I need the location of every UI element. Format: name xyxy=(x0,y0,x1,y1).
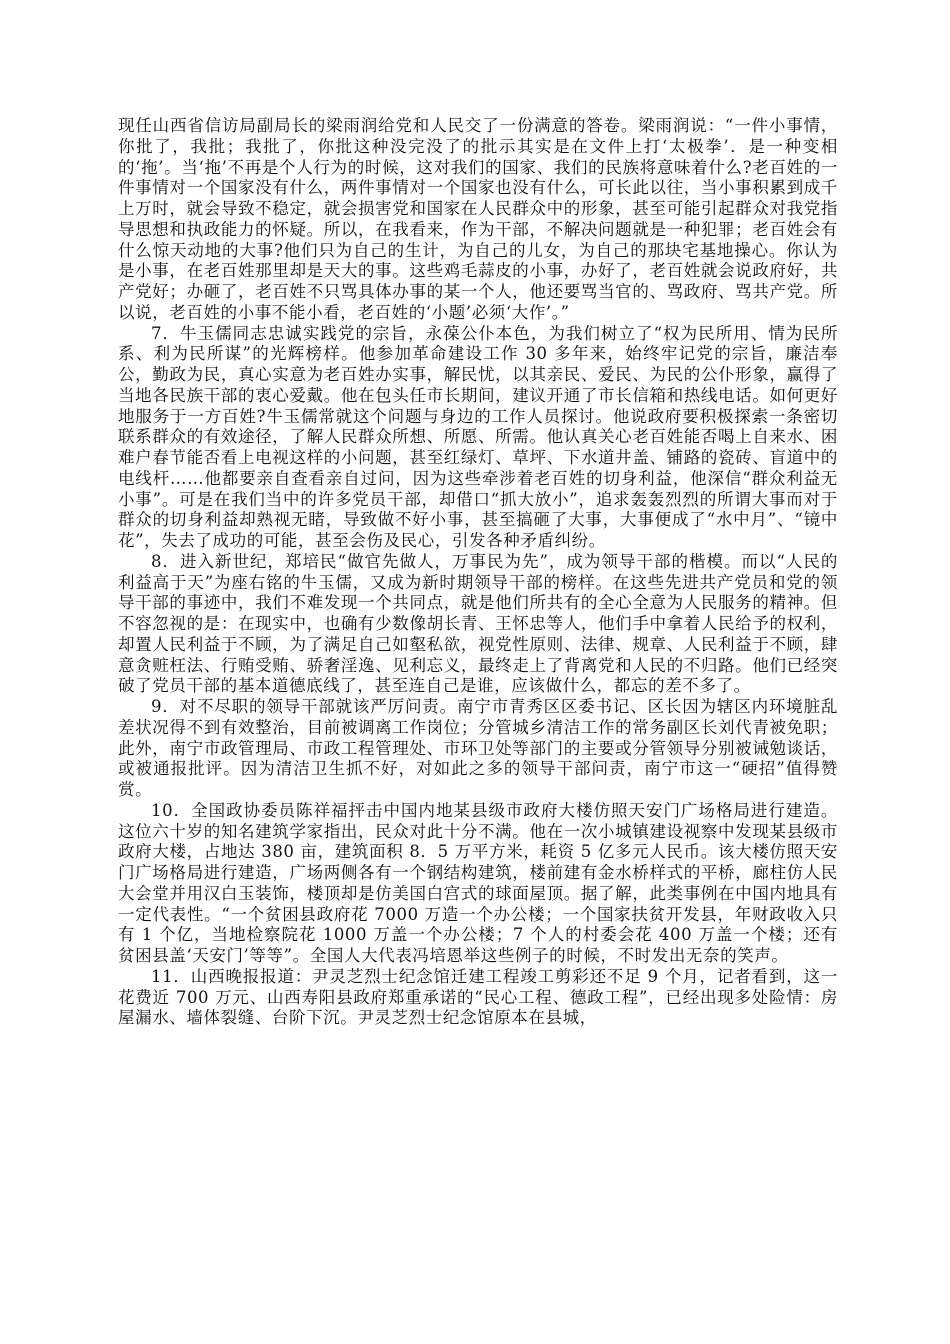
paragraph-7-niu-yuru: 7．牛玉儒同志忠诚实践党的宗旨，永葆公仆本色，为我们树立了“权为民所用、情为民所系、利为民所谋”的光辉榜样。他参加革命建设工作 30 多年来，始终牢记党的宗旨，廉洁奉公，勤政为民，真心实意为老百姓办实事，解民忧，以其亲民、爱民、为民的公仆形象，赢得了当地各民族干部的衷心爱戴。他在包头任市长期间，建议开通了市长信箱和热线电话。如何更好地服务于一方百姓?牛玉儒常就这个问题与身边的工作人员探讨。他说政府要积极探索一条密切联系群众的有效途径，了解人民群众所想、所愿、所需。他认真关心老百姓能否喝上自来水、困难户春节能否看上电视这样的小问题，甚至红绿灯、草坪、下水道井盖、铺路的瓷砖、盲道中的电线杆……他都要亲自查看亲自过问，因为这些牵涉着老百姓的切身利益，他深信“群众利益无小事”。可是在我们当中的许多党员干部，却借口“抓大放小”，追求轰轰烈烈的所谓大事而对于群众的切身利益却熟视无睹，导致做不好小事，甚至搞砸了大事，大事便成了“水中月”、“镜中花”，失去了成功的可能，甚至会伤及民心，引发各种矛盾纠纷。 xyxy=(118,323,838,550)
paragraph-liang-yurun-quote: 现任山西省信访局副局长的梁雨润给党和人民交了一份满意的答卷。梁雨润说：“一件小事情，你批了，我批；我批了，你批这种没完没了的批示其实是在文件上打‘太极拳’．是一种变相的‘拖’。当‘拖’不再是个人行为的时候，这对我们的国家、我们的民族将意味着什么?老百姓的一件事情对一个国家没有什么，两件事情对一个国家也没有什么，可长此以往，当小事积累到成千上万时，就会导致不稳定，就会损害党和国家在人民群众中的形象，甚至可能引起群众对我党指导思想和执政能力的怀疑。所以，在我看来，作为干部，不解决问题就是一种犯罪；老百姓会有什么惊天动地的大事?他们只为自己的生计，为自己的儿女，为自己的那块宅基地操心。你认为是小事，在老百姓那里却是天大的事。这些鸡毛蒜皮的小事，办好了，老百姓就会说政府好，共产党好；办砸了，老百姓不只骂具体办事的某一个人，他还要骂当官的、骂政府、骂共产党。所以说，老百姓的小事不能小看，老百姓的‘小题’必须‘大作’。” xyxy=(118,116,838,322)
document-page xyxy=(118,116,838,1029)
paragraph-8-zheng-peimin: 8．进入新世纪，郑培民“做官先做人，万事民为先”，成为领导干部的楷模。而以“人民的利益高于天”为座右铭的牛玉儒，又成为新时期领导干部的榜样。在这些先进共产党员和党的领导干部的事迹中，我们不难发现一个共同点，就是他们所共有的全心全意为人民服务的精神。但不容忽视的是：在现实中，也确有少数像胡长青、王怀忠等人，他们手中拿着人民给予的权利，却置人民利益于不顾，为了满足自己如壑私欲，视党性原则、法律、规章、人民利益于不顾，肆意贪赃枉法、行贿受贿、骄奢淫逸、见利忘义，最终走上了背离党和人民的不归路。他们已经突破了党员干部的基本道德底线了，甚至连自己是谁，应该做什么，都忘的差不多了。 xyxy=(118,551,838,696)
paragraph-11-yin-lingzhi-memorial: 11．山西晚报报道：尹灵芝烈士纪念馆迁建工程竣工剪彩还不足 9 个月，记者看到，这一花费近 700 万元、山西寿阳县政府郑重承诺的“民心工程、德政工程”，已经出现多处险情：房屋漏水、墙体裂缝、台阶下沉。尹灵芝烈士纪念馆原本在县城， xyxy=(118,966,838,1028)
paragraph-10-government-building: 10．全国政协委员陈祥福抨击中国内地某县级市政府大楼仿照天安门广场格局进行建造。这位六十岁的知名建筑学家指出，民众对此十分不满。他在一次小城镇建设视察中发现某县级市政府大楼，占地达 380 亩，建筑面积 8．5 万平方米，耗资 5 亿多元人民币。该大楼仿照天安门广场格局进行建造，广场两侧各有一个钢结构建筑，楼前建有金水桥样式的平桥，廊柱仿人民大会堂并用汉白玉装饰，楼顶却是仿美国白宫式的球面屋顶。据了解，此类事例在中国内地具有一定代表性。“一个贫困县政府花 7000 万造一个办公楼；一个国家扶贫开发县，年财政收入只有 1 个亿，当地检察院花 1000 万盖一个办公楼；7 个人的村委会花 400 万盖一个楼；还有贫困县盖‘天安门’等等”。全国人大代表冯培恩举这些例子的时候，不时发出无奈的笑声。 xyxy=(118,800,838,965)
paragraph-9-nanning-accountability: 9．对不尽职的领导干部就该严厉问责。南宁市青秀区区委书记、区长因为辖区内环境脏乱差状况得不到有效整治，目前被调离工作岗位；分管城乡清洁工作的常务副区长刘代青被免职；此外，南宁市政管理局、市政工程管理处、市环卫处等部门的主要或分管领导分别被诫勉谈话，或被通报批评。因为清洁卫生抓不好，对如此之多的领导干部问责，南宁市这一“硬招”值得赞赏。 xyxy=(118,697,838,799)
